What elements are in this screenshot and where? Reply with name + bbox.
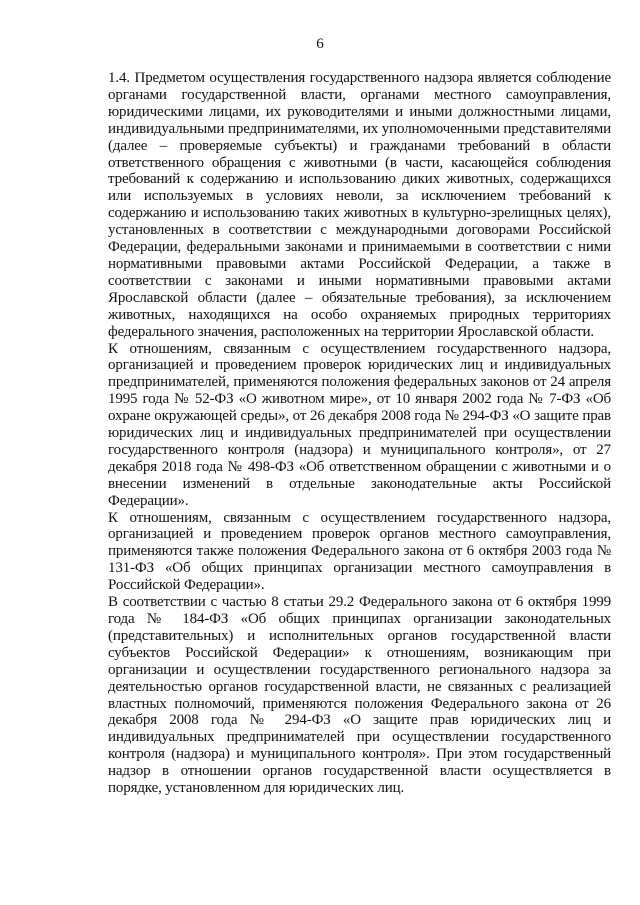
paragraph-federal-laws: К отношениям, связанным с осуществлением государственного надзора, организацией и проведением проверок юридических лиц и индивидуальных предпринимателей, применяются положения федеральных законов от 24 апреля 1995 года № 52-ФЗ «О животном мире», от 10 января 2002 года № 7-ФЗ «Об охране окружающей среды», от 26 декабря 2008 года № 294-ФЗ «О защите прав юридических лиц и индивидуальных предпринимателей при осуществлении государственного контроля (надзора) и муниципального контроля», от 27 декабря 2018 года № 498-ФЗ «Об ответственном обращении с животными и о внесении изменений в отдельные законодательные акты Российской Федерации». — [108, 340, 611, 509]
paragraph-1-4: 1.4. Предметом осуществления государственного надзора является соблюдение органами государственной власти, органами местного самоуправления, юридическими лицами, их руководителями и иными должностными лицами, индивидуальными предпринимателями, их уполномоченными представителями (далее – проверяемые субъекты) и гражданами требований в области ответственного обращения с животными (в части, касающейся соблюдения требований к содержанию и использованию диких животных, содержащихся или используемых в условиях неволи, за исключением требований к содержанию и использованию таких животных в культурно-зрелищных целях), установленных в соответствии с международными договорами Российской Федерации, федеральными законами и принимаемыми в соответствии с ними нормативными правовыми актами Российской Федерации, а также в соответствии с законами и иными нормативными правовыми актами Ярославской области (далее – обязательные требования), за исключением животных, находящихся на особо охраняемых природных территориях федерального значения, расположенных на территории Ярославской области. — [108, 70, 611, 340]
paragraph-article-29-2: В соответствии с частью 8 статьи 29.2 Федерального закона от 6 октября 1999 года № 184-ФЗ «Об общих принципах организации законодательных (представительных) и исполнительных органов государственной власти субъектов Российской Федерации» к отношениям, возникающим при организации и осуществлении государственного регионального надзора за деятельностью органов государственной власти, не связанных с реализацией властных полномочий, применяются положения Федерального закона от 26 декабря 2008 года № 294-ФЗ «О защите прав юридических лиц и индивидуальных предпринимателей при осуществлении государственного контроля (надзора) и муниципального контроля». При этом государственный надзор в отношении органов государственной власти осуществляется в порядке, установленном для юридических лиц. — [108, 594, 611, 797]
page-number: 6 — [316, 36, 324, 52]
document-body — [108, 70, 611, 797]
paragraph-local-government: К отношениям, связанным с осуществлением государственного надзора, организацией и проведением проверок органов местного самоуправления, применяются также положения Федерального закона от 6 октября 2003 года № 131-ФЗ «Об общих принципах организации местного самоуправления в Российской Федерации». — [108, 509, 611, 594]
